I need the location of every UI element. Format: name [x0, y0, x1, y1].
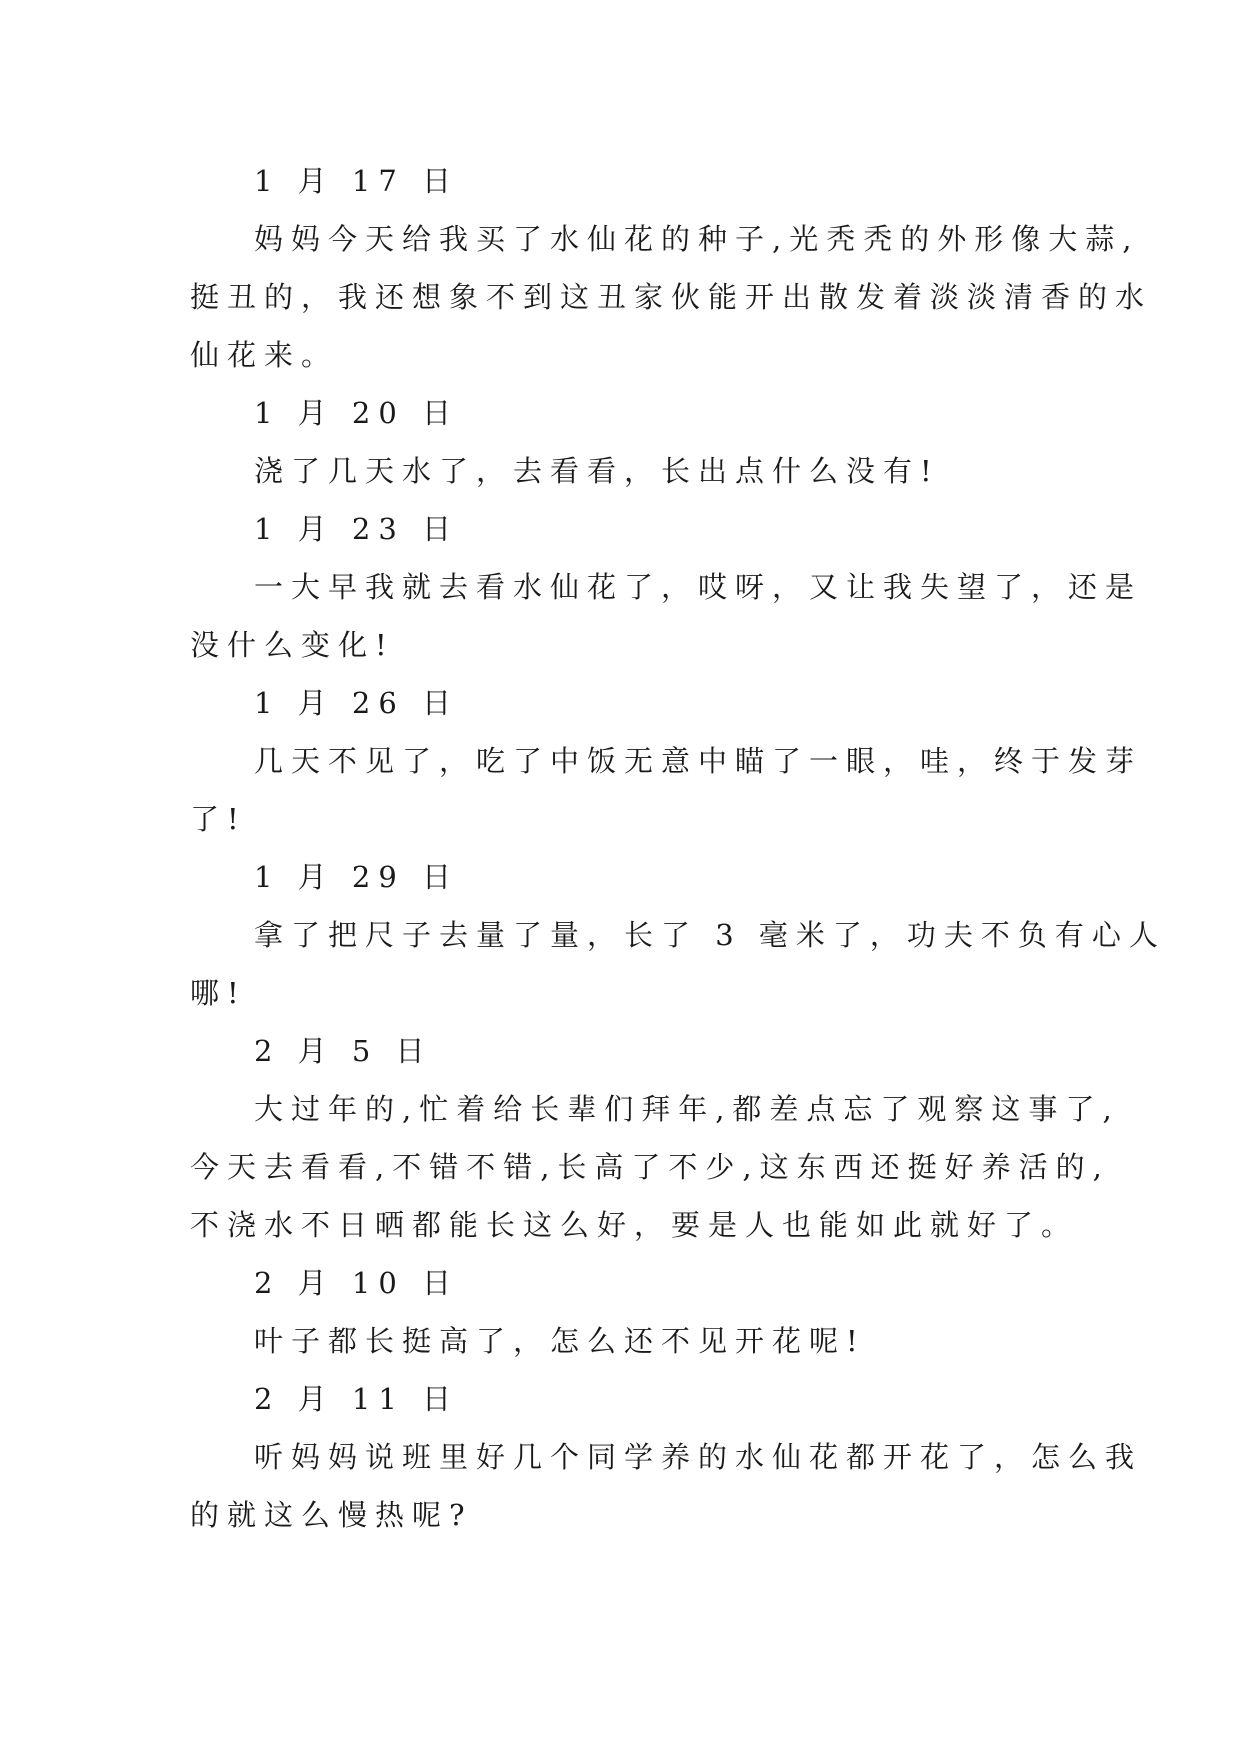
- diary-text-line: 的就这么慢热呢?: [190, 1498, 473, 1532]
- diary-date: 2 月 5 日: [254, 1034, 433, 1068]
- diary-date: 1 月 26 日: [254, 686, 460, 720]
- diary-date: 2 月 10 日: [254, 1266, 460, 1300]
- diary-text-line: 没什么变化!: [190, 628, 395, 662]
- diary-date: 1 月 20 日: [254, 396, 460, 430]
- diary-date: 1 月 17 日: [254, 164, 460, 198]
- diary-text-line: 听妈妈说班里好几个同学养的水仙花都开花了，怎么我: [254, 1440, 1143, 1474]
- document-page: [190, 152, 1166, 1544]
- diary-text-line: 不浇水不日晒都能长这么好，要是人也能如此就好了。: [190, 1208, 1079, 1242]
- diary-text-line: 挺丑的，我还想象不到这丑家伙能开出散发着淡淡清香的水: [190, 280, 1153, 314]
- diary-text-line: 几天不见了，吃了中饭无意中瞄了一眼，哇，终于发芽: [254, 744, 1143, 778]
- diary-date: 1 月 29 日: [254, 860, 460, 894]
- diary-text-line: 哪!: [190, 976, 247, 1010]
- diary-text-line: 了!: [190, 802, 247, 836]
- diary-text-line: 今天去看看,不错不错,长高了不少,这东西还挺好养活的,: [190, 1150, 1110, 1184]
- diary-text-line: 大过年的,忙着给长辈们拜年,都差点忘了观察这事了,: [254, 1092, 1120, 1126]
- diary-text-line: 叶子都长挺高了，怎么还不见开花呢!: [254, 1324, 866, 1358]
- diary-date: 1 月 23 日: [254, 512, 460, 546]
- diary-text-line: 一大早我就去看水仙花了，哎呀，又让我失望了，还是: [254, 570, 1143, 604]
- diary-date: 2 月 11 日: [254, 1382, 460, 1416]
- diary-text-line: 妈妈今天给我买了水仙花的种子,光秃秃的外形像大蒜,: [254, 222, 1140, 256]
- diary-text-line: 浇了几天水了，去看看，长出点什么没有!: [254, 454, 940, 488]
- diary-text-line: 仙花来。: [190, 338, 339, 372]
- diary-text-line: 拿了把尺子去量了量，长了 3 毫米了，功夫不负有心人: [254, 918, 1166, 952]
